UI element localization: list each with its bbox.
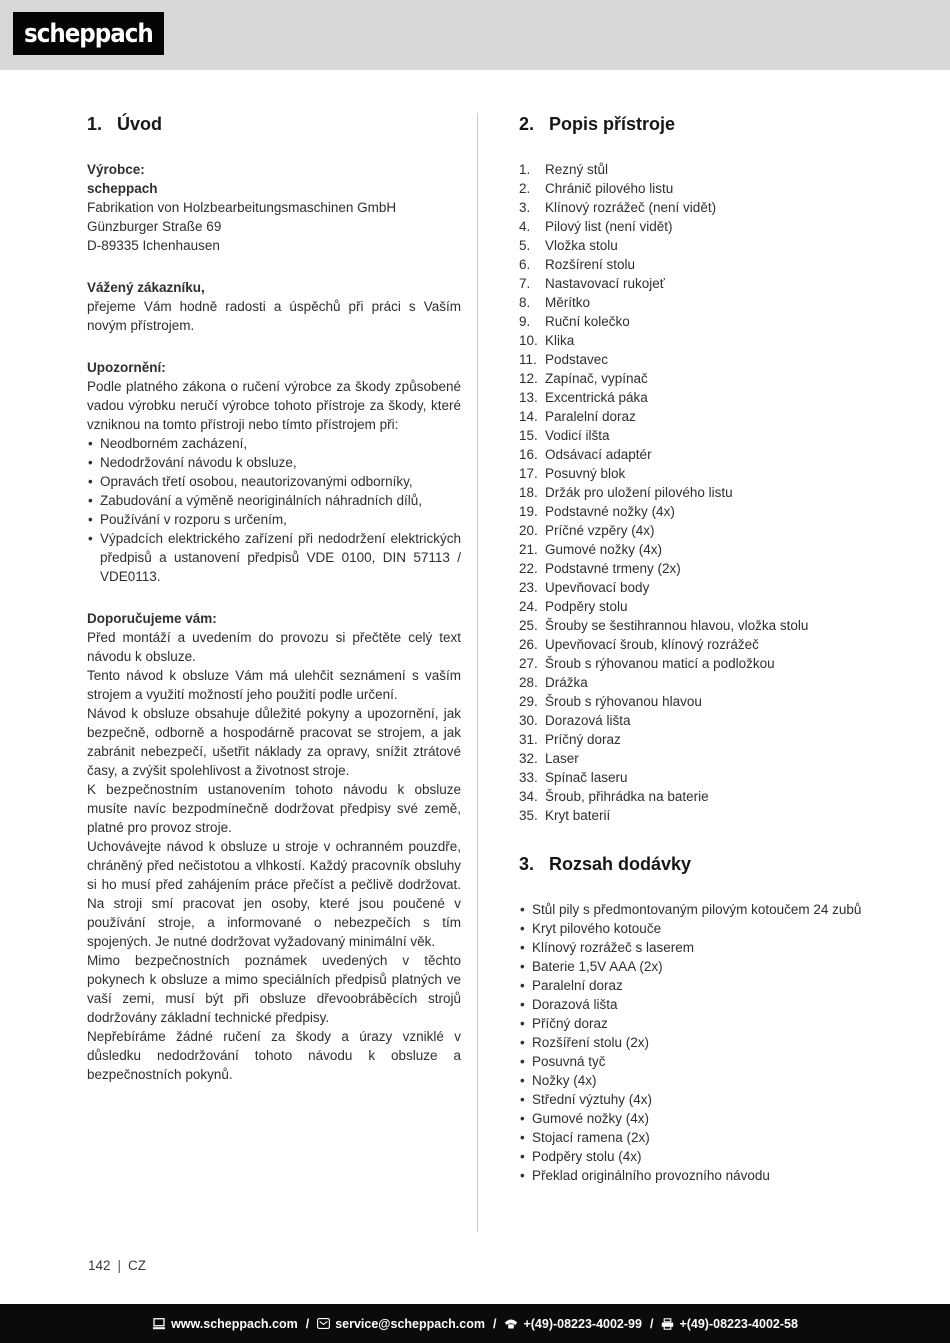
item-text: Podstavné trmeny (2x) bbox=[545, 561, 681, 576]
item-text: Upevňovací šroub, klínový rozrážeč bbox=[545, 637, 759, 652]
item-number: 14. bbox=[519, 409, 538, 424]
section-heading-uvod bbox=[87, 113, 461, 135]
customer-greeting-text: přejeme Vám hodně radosti a úspěchů při práci s Vaším novým přístrojem. bbox=[87, 299, 461, 333]
fax-icon bbox=[661, 1318, 674, 1330]
item-text: Pilový list (není vidět) bbox=[545, 219, 673, 234]
right-column bbox=[519, 113, 905, 1185]
recommendation-block bbox=[87, 609, 461, 1084]
item-text: Chránič pilového listu bbox=[545, 181, 674, 196]
device-part-item bbox=[519, 445, 905, 464]
footer-phone-item bbox=[504, 1317, 642, 1331]
item-text: Upevňovací body bbox=[545, 580, 650, 595]
device-parts-list bbox=[519, 160, 905, 825]
manufacturer-label: Výrobce: bbox=[87, 162, 145, 177]
item-text: Príčný doraz bbox=[545, 732, 621, 747]
device-part-item bbox=[519, 654, 905, 673]
item-number: 18. bbox=[519, 485, 538, 500]
device-part-item bbox=[519, 407, 905, 426]
delivery-scope-item: • Dorazová lišta bbox=[519, 995, 905, 1014]
item-text: Vodicí ilšta bbox=[545, 428, 610, 443]
delivery-scope-item: • Příčný doraz bbox=[519, 1014, 905, 1033]
notice-intro: Podle platného zákona o ručení výrobce za škody způsobené vadou výrobku neručí výrobce tohoto přístroje za škody, které vzniknou na tomto přístroji nebo tímto přístrojem při: bbox=[87, 379, 461, 432]
item-number: 28. bbox=[519, 675, 538, 690]
manufacturer-address-line: Günzburger Straße 69 bbox=[87, 219, 222, 234]
recommendation-paragraph: Návod k obsluze obsahuje důležité pokyny a upozornění, jak bezpečně, odborně a hospodárně pracovat se strojem, a jak zabránit nebezpečí, ušetřit náklady za opravy, snížit ztrátové časy, a zvýšit spolehlivost a životnost stroje. bbox=[87, 706, 461, 778]
section-heading-rozsah bbox=[519, 853, 905, 875]
item-text: Šroub, přihrádka na baterie bbox=[545, 789, 709, 804]
delivery-scope-list bbox=[519, 900, 905, 1185]
item-number: 15. bbox=[519, 428, 538, 443]
device-part-item bbox=[519, 369, 905, 388]
recommendation-paragraph: Tento návod k obsluze Vám má ulehčit seznámení s vaším strojem a využití možností jeho použití podle určení. bbox=[87, 668, 461, 702]
device-part-item bbox=[519, 616, 905, 635]
item-number: 29. bbox=[519, 694, 538, 709]
item-number: 32. bbox=[519, 751, 538, 766]
item-text: Dorazová lišta bbox=[545, 713, 631, 728]
item-number: 7. bbox=[519, 276, 531, 291]
item-number: 13. bbox=[519, 390, 538, 405]
delivery-scope-item: • Nožky (4x) bbox=[519, 1071, 905, 1090]
item-number: 22. bbox=[519, 561, 538, 576]
logo-text: scheppach bbox=[24, 18, 153, 49]
section-title: Popis přístroje bbox=[549, 114, 676, 134]
item-number: 11. bbox=[519, 352, 537, 367]
item-text: Šroub s rýhovanou hlavou bbox=[545, 694, 702, 709]
device-part-item bbox=[519, 236, 905, 255]
left-column bbox=[87, 113, 461, 1107]
item-number: 25. bbox=[519, 618, 538, 633]
footer-separator: / bbox=[649, 1316, 654, 1331]
device-part-item bbox=[519, 312, 905, 331]
delivery-scope-item: • Paralelní doraz bbox=[519, 976, 905, 995]
notice-bullet-item: • Neodborném zacházení, bbox=[87, 434, 461, 453]
device-part-item bbox=[519, 388, 905, 407]
device-part-item bbox=[519, 350, 905, 369]
item-number: 19. bbox=[519, 504, 538, 519]
section-heading-popis bbox=[519, 113, 905, 135]
delivery-scope-item: • Rozšíření stolu (2x) bbox=[519, 1033, 905, 1052]
item-number: 5. bbox=[519, 238, 531, 253]
device-part-item bbox=[519, 730, 905, 749]
item-number: 33. bbox=[519, 770, 538, 785]
footer-separator: / bbox=[305, 1316, 310, 1331]
item-number: 31. bbox=[519, 732, 538, 747]
envelope-icon bbox=[317, 1318, 330, 1329]
footer-website-item bbox=[152, 1317, 298, 1331]
device-part-item bbox=[519, 160, 905, 179]
footer-contact-bar bbox=[0, 1304, 950, 1343]
item-text: Príčné vzpěry (4x) bbox=[545, 523, 655, 538]
delivery-scope-item: • Gumové nožky (4x) bbox=[519, 1109, 905, 1128]
device-part-item bbox=[519, 673, 905, 692]
manufacturer-address-line: Fabrikation von Holzbearbeitungsmaschinen GmbH bbox=[87, 200, 397, 215]
customer-greeting-label: Vážený zákazníku, bbox=[87, 280, 205, 295]
notice-bullet-item: • Nedodržování návodu k obsluze, bbox=[87, 453, 461, 472]
delivery-scope-item: • Baterie 1,5V AAA (2x) bbox=[519, 957, 905, 976]
item-number: 17. bbox=[519, 466, 538, 481]
recommendation-paragraph: Uchovávejte návod k obsluze u stroje v ochranném pouzdře, chráněný před nečistotou a vlhkostí. Každý pracovník obsluhy si ho musí před zahájením práce přečíst a pečlivě dodržovat. Na stroji smí pracovat jen osoby, které jsou poučené v používání stroje, a informované o nebezpečích s tím spojených. Je nutné dodržovat vyžadovaný minimální věk. bbox=[87, 839, 461, 949]
item-text: Měrítko bbox=[545, 295, 591, 310]
delivery-scope-item: • Klínový rozrážeč s laserem bbox=[519, 938, 905, 957]
manufacturer-address-line: D-89335 Ichenhausen bbox=[87, 238, 220, 253]
item-text: Laser bbox=[545, 751, 579, 766]
item-number: 23. bbox=[519, 580, 538, 595]
item-number: 8. bbox=[519, 295, 531, 310]
device-part-item bbox=[519, 787, 905, 806]
item-number: 26. bbox=[519, 637, 538, 652]
notice-bullet-item: • Zabudování a výměně neoriginálních náhradních dílů, bbox=[87, 491, 461, 510]
item-text: Drážka bbox=[545, 675, 588, 690]
item-number: 16. bbox=[519, 447, 538, 462]
item-text: Posuvný blok bbox=[545, 466, 626, 481]
device-part-item bbox=[519, 502, 905, 521]
telephone-icon bbox=[504, 1318, 518, 1329]
section-number: 2. bbox=[519, 114, 535, 134]
item-number: 12. bbox=[519, 371, 538, 386]
item-number: 35. bbox=[519, 808, 538, 823]
delivery-scope-item: • Stojací ramena (2x) bbox=[519, 1128, 905, 1147]
section-number: 1. bbox=[87, 114, 103, 134]
item-text: Vložka stolu bbox=[545, 238, 618, 253]
device-part-item bbox=[519, 806, 905, 825]
page-language-code: CZ bbox=[128, 1258, 147, 1273]
item-text: Podstavec bbox=[545, 352, 609, 367]
item-text: Spínač laseru bbox=[545, 770, 628, 785]
notice-label: Upozornění: bbox=[87, 360, 166, 375]
item-text: Gumové nožky (4x) bbox=[545, 542, 663, 557]
footer-email: service@scheppach.com bbox=[335, 1316, 485, 1331]
section-title: Úvod bbox=[117, 114, 162, 134]
device-part-item bbox=[519, 540, 905, 559]
item-text: Excentrická páka bbox=[545, 390, 648, 405]
device-part-item bbox=[519, 274, 905, 293]
item-number: 6. bbox=[519, 257, 531, 272]
item-number: 10. bbox=[519, 333, 538, 348]
item-number: 21. bbox=[519, 542, 538, 557]
item-text: Klínový rozrážeč (není vidět) bbox=[545, 200, 717, 215]
page-number-value: 142 bbox=[88, 1258, 111, 1273]
item-text: Paralelní doraz bbox=[545, 409, 636, 424]
delivery-scope-item: • Kryt pilového kotouče bbox=[519, 919, 905, 938]
device-part-item bbox=[519, 559, 905, 578]
device-part-item bbox=[519, 483, 905, 502]
item-text: Rozšírení stolu bbox=[545, 257, 636, 272]
item-number: 2. bbox=[519, 181, 531, 196]
device-part-item bbox=[519, 179, 905, 198]
device-part-item bbox=[519, 426, 905, 445]
item-text: Nastavovací rukojeť bbox=[545, 276, 665, 291]
device-part-item bbox=[519, 711, 905, 730]
delivery-scope-item: • Podpěry stolu (4x) bbox=[519, 1147, 905, 1166]
scheppach-logo bbox=[13, 12, 164, 55]
section-number: 3. bbox=[519, 854, 535, 874]
footer-separator: / bbox=[492, 1316, 497, 1331]
computer-icon bbox=[152, 1318, 166, 1330]
item-number: 24. bbox=[519, 599, 538, 614]
section-title: Rozsah dodávky bbox=[549, 854, 692, 874]
device-part-item bbox=[519, 293, 905, 312]
device-part-item bbox=[519, 635, 905, 654]
device-part-item bbox=[519, 692, 905, 711]
item-text: Odsávací adaptér bbox=[545, 447, 652, 462]
device-part-item bbox=[519, 255, 905, 274]
notice-bullet-item: • Používání v rozporu s určením, bbox=[87, 510, 461, 529]
item-text: Zapínač, vypínač bbox=[545, 371, 648, 386]
item-number: 27. bbox=[519, 656, 538, 671]
item-number: 3. bbox=[519, 200, 531, 215]
delivery-scope-item: • Stůl pily s předmontovaným pilovým kotoučem 24 zubů bbox=[519, 900, 905, 919]
notice-bullet-item: • Opravách třetí osobou, neautorizovanými odborníky, bbox=[87, 472, 461, 491]
device-part-item bbox=[519, 768, 905, 787]
page-number bbox=[88, 1258, 146, 1273]
device-part-item bbox=[519, 198, 905, 217]
item-text: Šroub s rýhovanou maticí a podložkou bbox=[545, 656, 775, 671]
device-part-item bbox=[519, 578, 905, 597]
item-number: 20. bbox=[519, 523, 538, 538]
recommendation-label: Doporučujeme vám: bbox=[87, 611, 217, 626]
page-number-separator: | bbox=[117, 1258, 122, 1273]
item-text: Rezný stůl bbox=[545, 162, 609, 177]
device-part-item bbox=[519, 464, 905, 483]
delivery-scope-item: • Překlad originálního provozního návodu bbox=[519, 1166, 905, 1185]
device-part-item bbox=[519, 217, 905, 236]
item-text: Podstavné nožky (4x) bbox=[545, 504, 675, 519]
delivery-scope-item: • Střední výztuhy (4x) bbox=[519, 1090, 905, 1109]
item-number: 30. bbox=[519, 713, 538, 728]
recommendation-paragraph: Nepřebíráme žádné ručení za škody a úrazy vzniklé v důsledku nedodržování tohoto návodu k obsluze a bezpečnostních pokynů. bbox=[87, 1029, 461, 1082]
footer-phone: +(49)-08223-4002-99 bbox=[523, 1316, 642, 1331]
item-text: Podpěry stolu bbox=[545, 599, 628, 614]
item-text: Kryt baterií bbox=[545, 808, 611, 823]
footer-fax-item bbox=[661, 1317, 798, 1331]
recommendation-paragraph: Mimo bezpečnostních poznámek uvedených v těchto pokynech k obsluze a mimo speciálních předpisů platných ve vaší zemi, musí být při obsluze dřevoobráběcích strojů dodržovány základní technické předpisy. bbox=[87, 953, 461, 1025]
notice-block bbox=[87, 358, 461, 586]
notice-bullet-item: • Výpadcích elektrického zařízení při nedodržení elektrických předpisů a ustanovení předpisů VDE 0100, DIN 57113 / VDE0113. bbox=[87, 529, 461, 586]
footer-website: www.scheppach.com bbox=[171, 1316, 298, 1331]
manufacturer-name: scheppach bbox=[87, 181, 158, 196]
device-part-item bbox=[519, 521, 905, 540]
item-text: Šrouby se šestihrannou hlavou, vložka stolu bbox=[545, 618, 809, 633]
delivery-scope-item: • Posuvná tyč bbox=[519, 1052, 905, 1071]
recommendation-paragraph: Před montáží a uvedením do provozu si přečtěte celý text návodu k obsluze. bbox=[87, 630, 461, 664]
item-text: Držák pro uložení pilového listu bbox=[545, 485, 733, 500]
item-number: 34. bbox=[519, 789, 538, 804]
item-number: 4. bbox=[519, 219, 531, 234]
column-divider bbox=[477, 113, 478, 1232]
item-number: 9. bbox=[519, 314, 531, 329]
item-number: 1. bbox=[519, 162, 531, 177]
device-part-item bbox=[519, 597, 905, 616]
item-text: Klika bbox=[545, 333, 575, 348]
recommendation-paragraph: K bezpečnostním ustanovením tohoto návodu k obsluze musíte navíc bezpodmínečně dodržovat předpisy své země, platné pro provoz stroje. bbox=[87, 782, 461, 835]
footer-fax: +(49)-08223-4002-58 bbox=[679, 1316, 798, 1331]
device-part-item bbox=[519, 749, 905, 768]
footer-email-item bbox=[317, 1317, 485, 1331]
header-bar bbox=[0, 0, 950, 70]
manufacturer-block bbox=[87, 160, 461, 255]
customer-greeting-block bbox=[87, 278, 461, 335]
device-part-item bbox=[519, 331, 905, 350]
item-text: Ruční kolečko bbox=[545, 314, 630, 329]
